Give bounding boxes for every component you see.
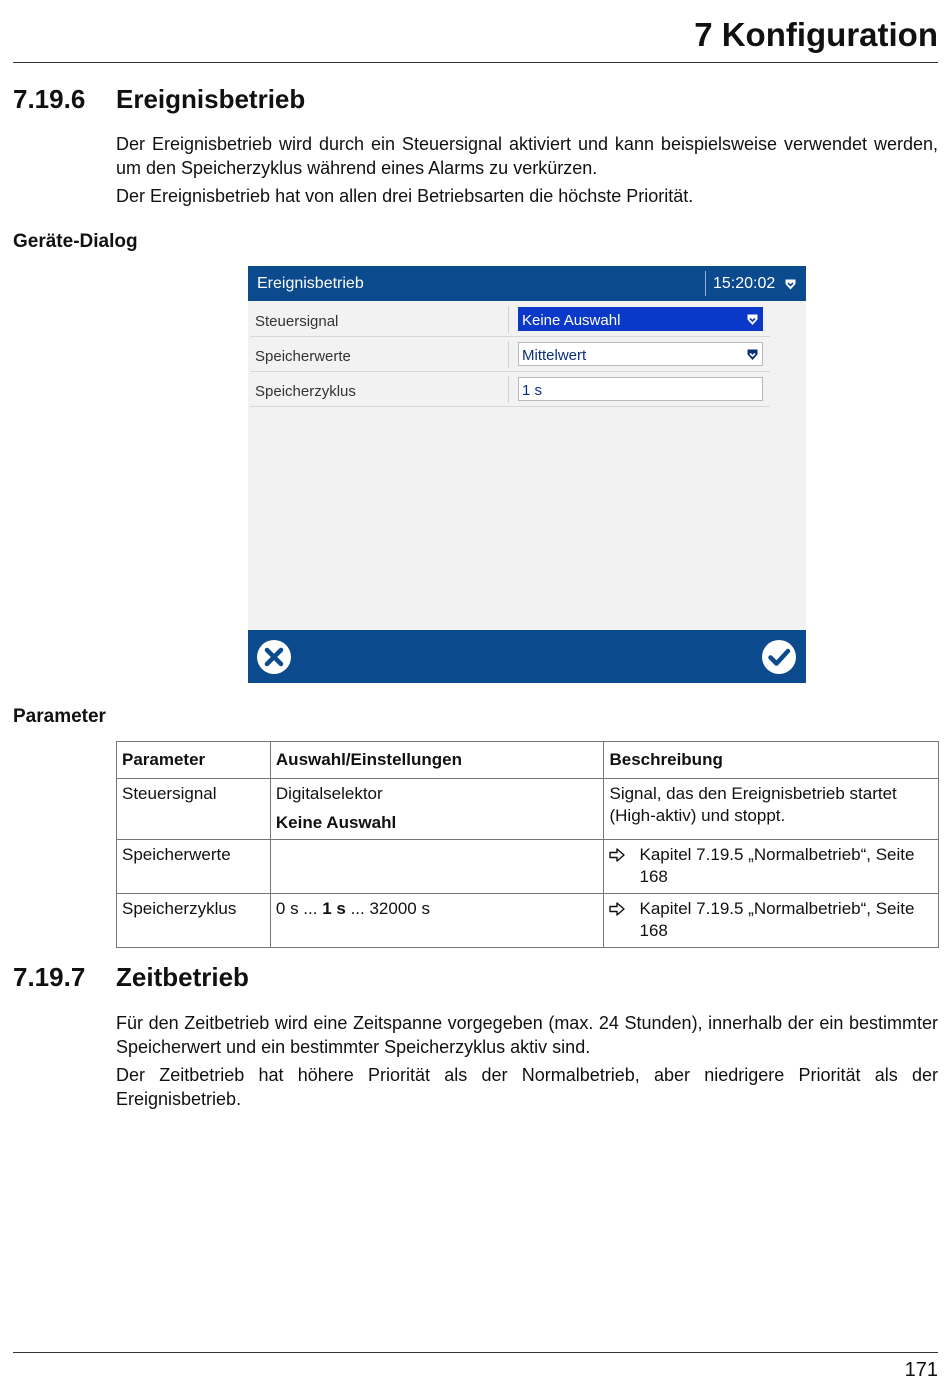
cell-parameter: Steuersignal [117, 779, 271, 840]
cross-reference-link[interactable]: Kapitel 7.19.5 „Normalbetrieb“, Seite 168 [639, 899, 915, 940]
table-row [117, 894, 939, 948]
dropdown-value: Mittelwert [522, 347, 587, 364]
cancel-x-icon[interactable] [256, 639, 292, 680]
dialog-title: Ereignisbetrieb [257, 275, 364, 292]
setting-type: Digitalselektor [275, 784, 383, 803]
input-value: 1 s [522, 382, 543, 399]
table-header-row [117, 742, 939, 779]
dialog-title-bar [248, 266, 806, 301]
checkmark-icon[interactable] [761, 639, 797, 680]
section-title: Zeitbetrieb [116, 962, 249, 992]
column-header: Beschreibung [604, 742, 939, 779]
steuersignal-dropdown[interactable] [518, 307, 763, 331]
paragraph: Der Ereignisbetrieb wird durch ein Steuersignal aktiviert und kann beispielsweise verwendet werden, um den Speicherzyklus während eines Alarms zu verkürzen. [116, 134, 938, 178]
arrow-right-outline-icon [609, 844, 639, 888]
cell-setting [270, 894, 604, 948]
paragraph: Der Zeitbetrieb hat höhere Priorität als der Normalbetrieb, aber niedrigere Priorität als der Ereignisbetrieb. [116, 1065, 938, 1109]
speicherzyklus-input[interactable] [518, 377, 763, 401]
cell-setting [270, 840, 604, 894]
chevron-down-icon[interactable] [747, 348, 758, 366]
device-dialog-label: Geräte-Dialog [13, 231, 138, 252]
section-body [116, 1011, 938, 1115]
device-dialog [248, 266, 806, 683]
row-label: Speicherzyklus [255, 383, 356, 400]
arrow-right-outline-icon [609, 898, 639, 942]
chevron-down-icon[interactable] [747, 313, 758, 331]
row-label: Steuersignal [255, 313, 339, 330]
section-number: 7.19.6 [13, 84, 86, 114]
footer-divider [13, 1352, 938, 1353]
row-label: Speicherwerte [255, 348, 351, 365]
dialog-row-speicherzyklus [250, 373, 770, 407]
cell-description [604, 840, 939, 894]
cell-description [604, 894, 939, 948]
paragraph: Der Ereignisbetrieb hat von allen drei Betriebsarten die höchste Priorität. [116, 186, 694, 206]
column-header: Parameter [117, 742, 271, 779]
row-separator [508, 341, 509, 368]
section-intro [116, 132, 938, 212]
parameter-table [116, 741, 939, 948]
paragraph: Für den Zeitbetrieb wird eine Zeitspanne vorgegeben (max. 24 Stunden), innerhalb der ein bestimmter Speicherwert und ein bestimmter Speicherzyklus aktiv sind. [116, 1013, 938, 1057]
dialog-footer-bar [248, 630, 806, 683]
cell-parameter: Speicherzyklus [117, 894, 271, 948]
cross-reference-link[interactable]: Kapitel 7.19.5 „Normalbetrieb“, Seite 168 [639, 845, 915, 886]
dialog-row-steuersignal [250, 303, 770, 337]
header-divider [13, 62, 938, 63]
setting-default: Keine Auswahl [275, 813, 397, 832]
section-heading-ereignisbetrieb [13, 84, 613, 116]
range-max: ... 32000 s [345, 899, 430, 918]
dropdown-value: Keine Auswahl [522, 312, 621, 329]
range-min: 0 s ... [275, 899, 323, 918]
chevron-down-icon[interactable] [785, 277, 796, 295]
dialog-row-speicherwerte [250, 338, 770, 372]
column-header: Auswahl/Einstellungen [270, 742, 604, 779]
parameter-label: Parameter [13, 706, 106, 727]
section-title: Ereignisbetrieb [116, 84, 306, 114]
clock-time: 15:20:02 [713, 275, 776, 292]
cell-setting [270, 779, 604, 840]
chapter-title: 7 Konfiguration [694, 16, 938, 53]
page-number: 171 [904, 1359, 938, 1381]
range-default: 1 s [322, 899, 346, 918]
row-separator [508, 376, 509, 403]
section-heading-zeitbetrieb [13, 962, 613, 994]
table-row [117, 779, 939, 840]
section-number: 7.19.7 [13, 962, 86, 992]
title-separator [705, 271, 706, 296]
table-row [117, 840, 939, 894]
cell-parameter: Speicherwerte [117, 840, 271, 894]
speicherwerte-dropdown[interactable] [518, 342, 763, 366]
row-separator [508, 306, 509, 333]
cell-description: Signal, das den Ereignisbetrieb startet (High-aktiv) und stoppt. [604, 779, 939, 840]
